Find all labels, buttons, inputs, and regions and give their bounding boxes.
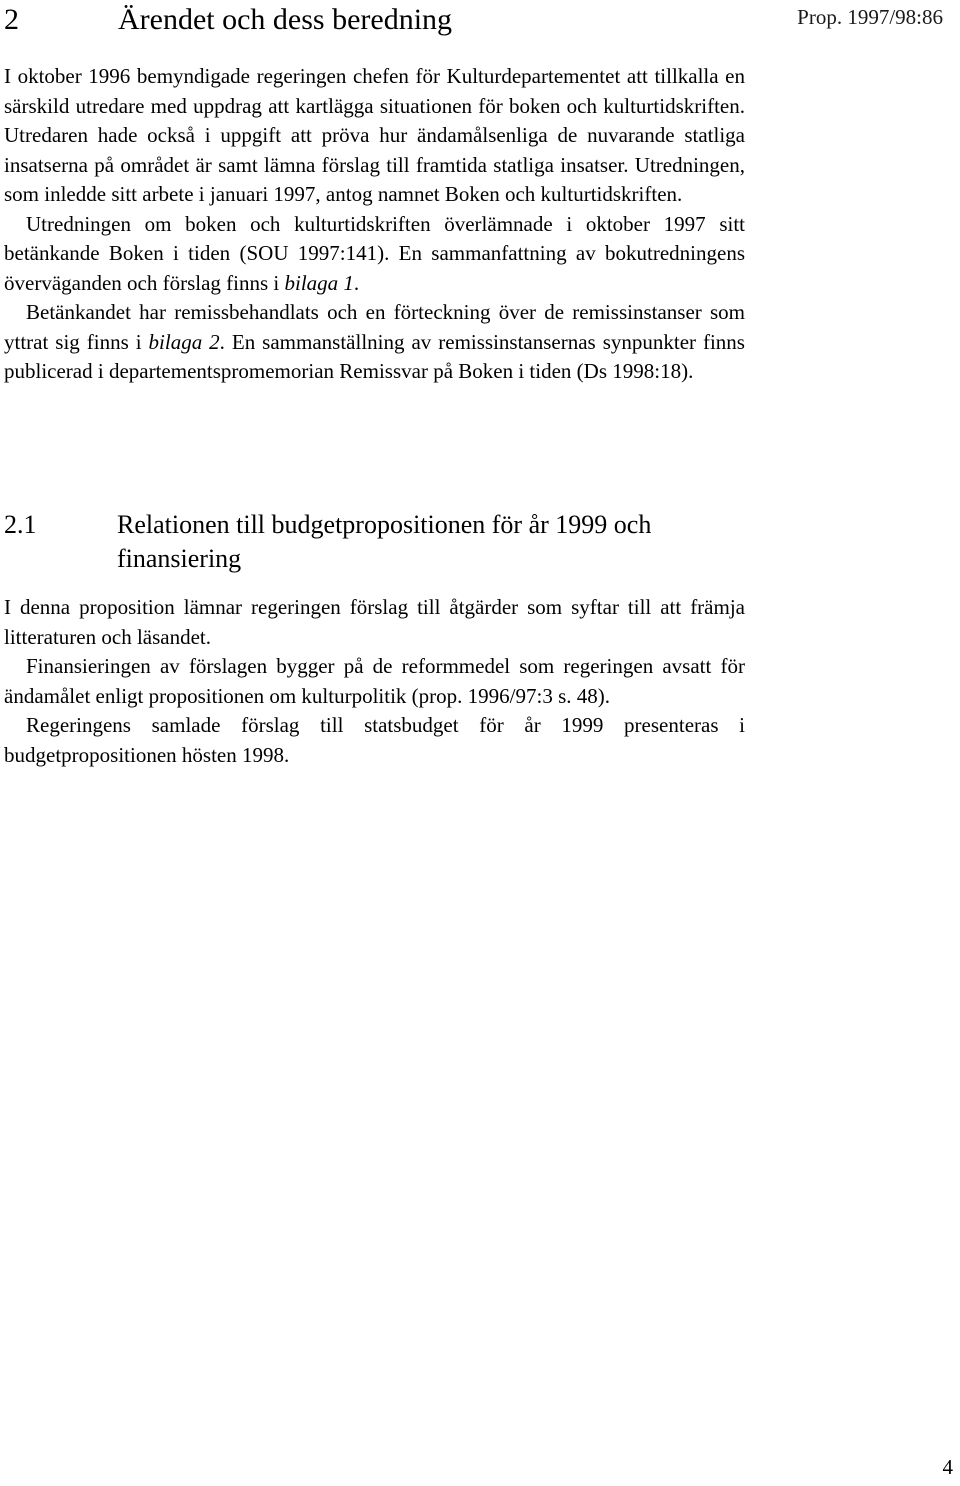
bilaga-reference: bilaga 1 — [284, 270, 354, 295]
paragraph-text: Betänkandet har remissbehandlats och en förteckning över de remissinstanser som yttrat sig finns i — [4, 300, 745, 354]
section-paragraph-1: I denna proposition lämnar regeringen förslag till åtgärder som syftar till att främja litteraturen och läsandet. — [4, 595, 745, 649]
bilaga-reference: bilaga 2 — [148, 329, 220, 354]
section-paragraph-3: Regeringens samlade förslag till statsbudget för år 1999 presenteras i budgetpropositionen hösten 1998. — [4, 713, 745, 767]
intro-paragraph-1 — [4, 62, 745, 210]
chapter-title: Ärendet och dess beredning — [118, 3, 453, 36]
section-number: 2.1 — [4, 510, 37, 539]
intro-text — [4, 62, 745, 387]
section-paragraph-2: Finansieringen av förslagen bygger på de reformmedel som regeringen avsatt för ändamålet enligt propositionen om kulturpolitik (prop. 1996/97:3 s. 48). — [4, 654, 745, 708]
running-head: Prop. 1997/98:86 — [797, 5, 943, 29]
chapter-number: 2 — [4, 3, 19, 36]
intro-paragraph-3 — [4, 298, 745, 387]
paragraph-text-end: . En sammanställning av remissinstansernas synpunkter finns publicerad i departementspromemorian Remissvar på Boken i tiden (Ds 1998:18). — [4, 329, 745, 383]
page-number: 4 — [942, 1455, 953, 1479]
paragraph-text: Utredningen om boken och kulturtidskriften överlämnade i oktober 1997 sitt betänkande Boken i tiden (SOU 1997:141). En sammanfattning av bokutredningens överväganden och förslag finns i — [4, 211, 745, 295]
section-text — [4, 593, 745, 770]
paragraph-text: I oktober 1996 bemyndigade regeringen chefen för Kulturdepartementet att tillkalla en särskild utredare med uppdrag att kartlägga situationen för boken och kulturtidskriften. Utredaren hade också i uppgift att pröva hur ändamålsenliga de nuvarande statliga insatserna på området är samt lämna förslag till framtida statliga insatser. Utredningen, som inledde sitt arbete i januari 1997, antog namnet Boken och kulturtidskriften. — [4, 64, 745, 206]
section-title: Relationen till budgetpropositionen för år 1999 och finansiering — [117, 510, 652, 573]
intro-paragraph-2 — [4, 210, 745, 299]
section-heading — [4, 508, 745, 576]
paragraph-text-end: . — [353, 270, 360, 295]
chapter-heading — [4, 3, 724, 37]
